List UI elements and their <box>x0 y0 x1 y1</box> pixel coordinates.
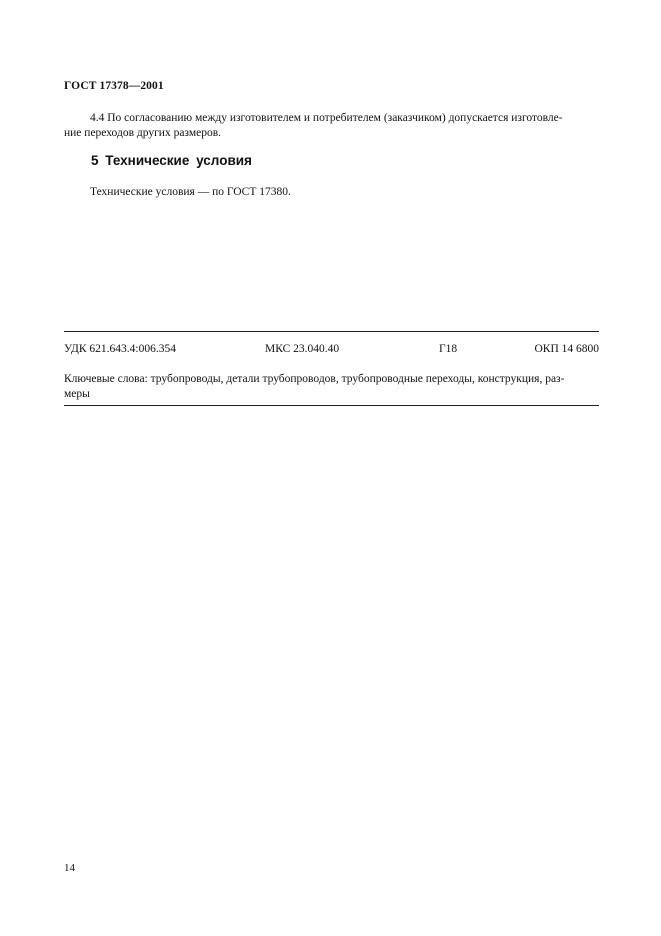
clause-4-4-line-2: ние переходов других размеров. <box>64 127 222 139</box>
standard-code-header: ГОСТ 17378—2001 <box>64 80 164 92</box>
mks-code: МКС 23.040.40 <box>265 343 340 355</box>
clause-4-4-line-1: 4.4 По согласованию между изготовителем и потребителем (заказчиком) допускается изготовле- <box>90 112 563 124</box>
keywords-block <box>64 372 599 402</box>
page-number: 14 <box>64 862 75 874</box>
bottom-divider <box>64 405 599 406</box>
keywords-line-2: меры <box>64 388 90 400</box>
section-5-paragraph <box>64 185 600 200</box>
clause-4-4-paragraph <box>64 111 600 141</box>
okp-code: ОКП 14 6800 <box>534 343 599 355</box>
udk-code: УДК 621.643.4:006.354 <box>64 343 176 355</box>
group-code: Г18 <box>439 343 458 355</box>
section-5-title: 5 Технические условия <box>91 153 252 168</box>
top-divider <box>64 331 599 332</box>
section-5-text: Технические условия — по ГОСТ 17380. <box>90 186 291 198</box>
keywords-line-1: Ключевые слова: трубопроводы, детали трубопроводов, трубопроводные переходы, конструкция, раз- <box>64 373 565 385</box>
classification-row <box>64 343 599 359</box>
